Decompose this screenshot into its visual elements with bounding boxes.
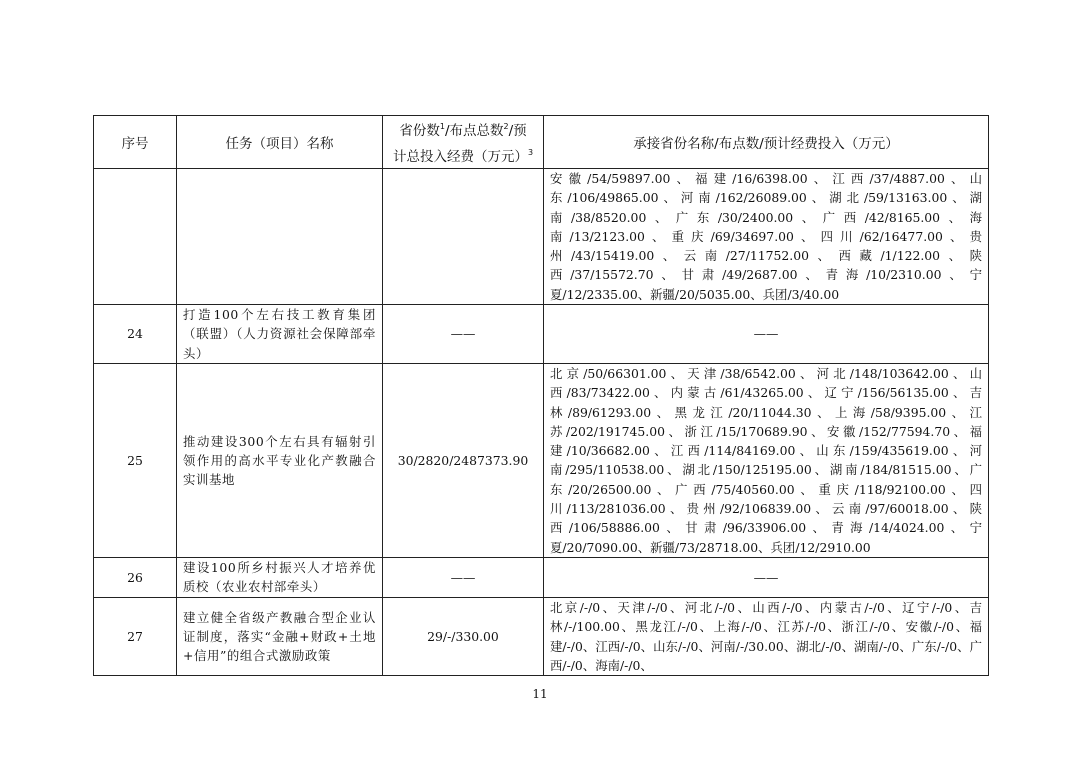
row-detail: —— <box>544 557 989 597</box>
row-task: 推动建设300个左右具有辐射引领作用的高水平专业化产教融合实训基地 <box>177 363 383 557</box>
row-total: —— <box>383 557 544 597</box>
header-index: 序号 <box>94 116 177 169</box>
row-task <box>177 169 383 305</box>
header-total-c: /预 <box>508 123 527 139</box>
footnote-ref-1: 1 <box>439 122 445 131</box>
header-total-a: 省份数 <box>399 123 440 139</box>
table-row <box>94 597 989 675</box>
header-task: 任务（项目）名称 <box>177 116 383 169</box>
page-number: 11 <box>532 687 548 701</box>
row-detail: 安徽/54/59897.00、福建/16/6398.00、江西/37/4887.00、山东/106/49865.00、河南/162/26089.00、湖北/59/13163.00、湖南/38/8520.00、广东/30/2400.00、广西/42/8165.00、海南/13/2123.00、重庆/69/34697.00、四川/62/16477.00、贵州/43/15419.00、云南/27/11752.00、西藏/1/122.00、陕西/37/15572.70、甘肃/49/2687.00、青海/10/2310.00、宁夏/12/2335.00、新疆/20/5035.00、兵团/3/40.00 <box>544 169 989 305</box>
row-index: 26 <box>94 557 177 597</box>
row-total: —— <box>383 305 544 364</box>
task-table <box>93 115 989 676</box>
row-task: 建立健全省级产教融合型企业认证制度，落实“金融+财政+土地+信用”的组合式激励政策 <box>177 597 383 675</box>
row-index <box>94 169 177 305</box>
table-header-row <box>94 116 989 169</box>
header-detail: 承接省份名称/布点数/预计经费投入（万元） <box>544 116 989 169</box>
row-total: 30/2820/2487373.90 <box>383 363 544 557</box>
footnote-ref-3: 3 <box>527 148 534 157</box>
row-detail: 北京/-/0、天津/-/0、河北/-/0、山西/-/0、内蒙古/-/0、辽宁/-/0、吉林/-/100.00、黑龙江/-/0、上海/-/0、江苏/-/0、浙江/-/0、安徽/-/0、福建/-/0、江西/-/0、山东/-/0、河南/-/30.00、湖北/-/0、湖南/-/0、广东/-/0、广西/-/0、海南/-/0、 <box>544 597 989 675</box>
row-index: 24 <box>94 305 177 364</box>
row-detail: —— <box>544 305 989 364</box>
table-row <box>94 305 989 364</box>
row-index: 27 <box>94 597 177 675</box>
header-total-d: 计总投入经费（万元） <box>392 149 528 165</box>
row-task: 建设100所乡村振兴人才培养优质校（农业农村部牵头） <box>177 557 383 597</box>
header-total-b: /布点总数 <box>444 123 504 139</box>
footnote-ref-2: 2 <box>503 122 509 131</box>
row-total <box>383 169 544 305</box>
row-total: 29/-/330.00 <box>383 597 544 675</box>
table-row <box>94 169 989 305</box>
header-total <box>383 116 544 169</box>
table-row <box>94 557 989 597</box>
table-row <box>94 363 989 557</box>
row-task: 打造100个左右技工教育集团（联盟）（人力资源社会保障部牵头） <box>177 305 383 364</box>
row-detail: 北京/50/66301.00、天津/38/6542.00、河北/148/103642.00、山西/83/73422.00、内蒙古/61/43265.00、辽宁/156/56135.00、吉林/89/61293.00、黑龙江/20/11044.30、上海/58/9395.00、江苏/202/191745.00、浙江/15/170689.90、安徽/152/77594.70、福建/10/36682.00、江西/114/84169.00、山东/159/435619.00、河南/295/110538.00、湖北/150/125195.00、湖南/184/81515.00、广东/20/26500.00、广西/75/40560.00、重庆/118/92100.00、四川/113/281036.00、贵州/92/106839.00、云南/97/60018.00、陕西/106/58886.00、甘肃/96/33906.00、青海/14/4024.00、宁夏/20/7090.00、新疆/73/28718.00、兵团/12/2910.00 <box>544 363 989 557</box>
row-index: 25 <box>94 363 177 557</box>
